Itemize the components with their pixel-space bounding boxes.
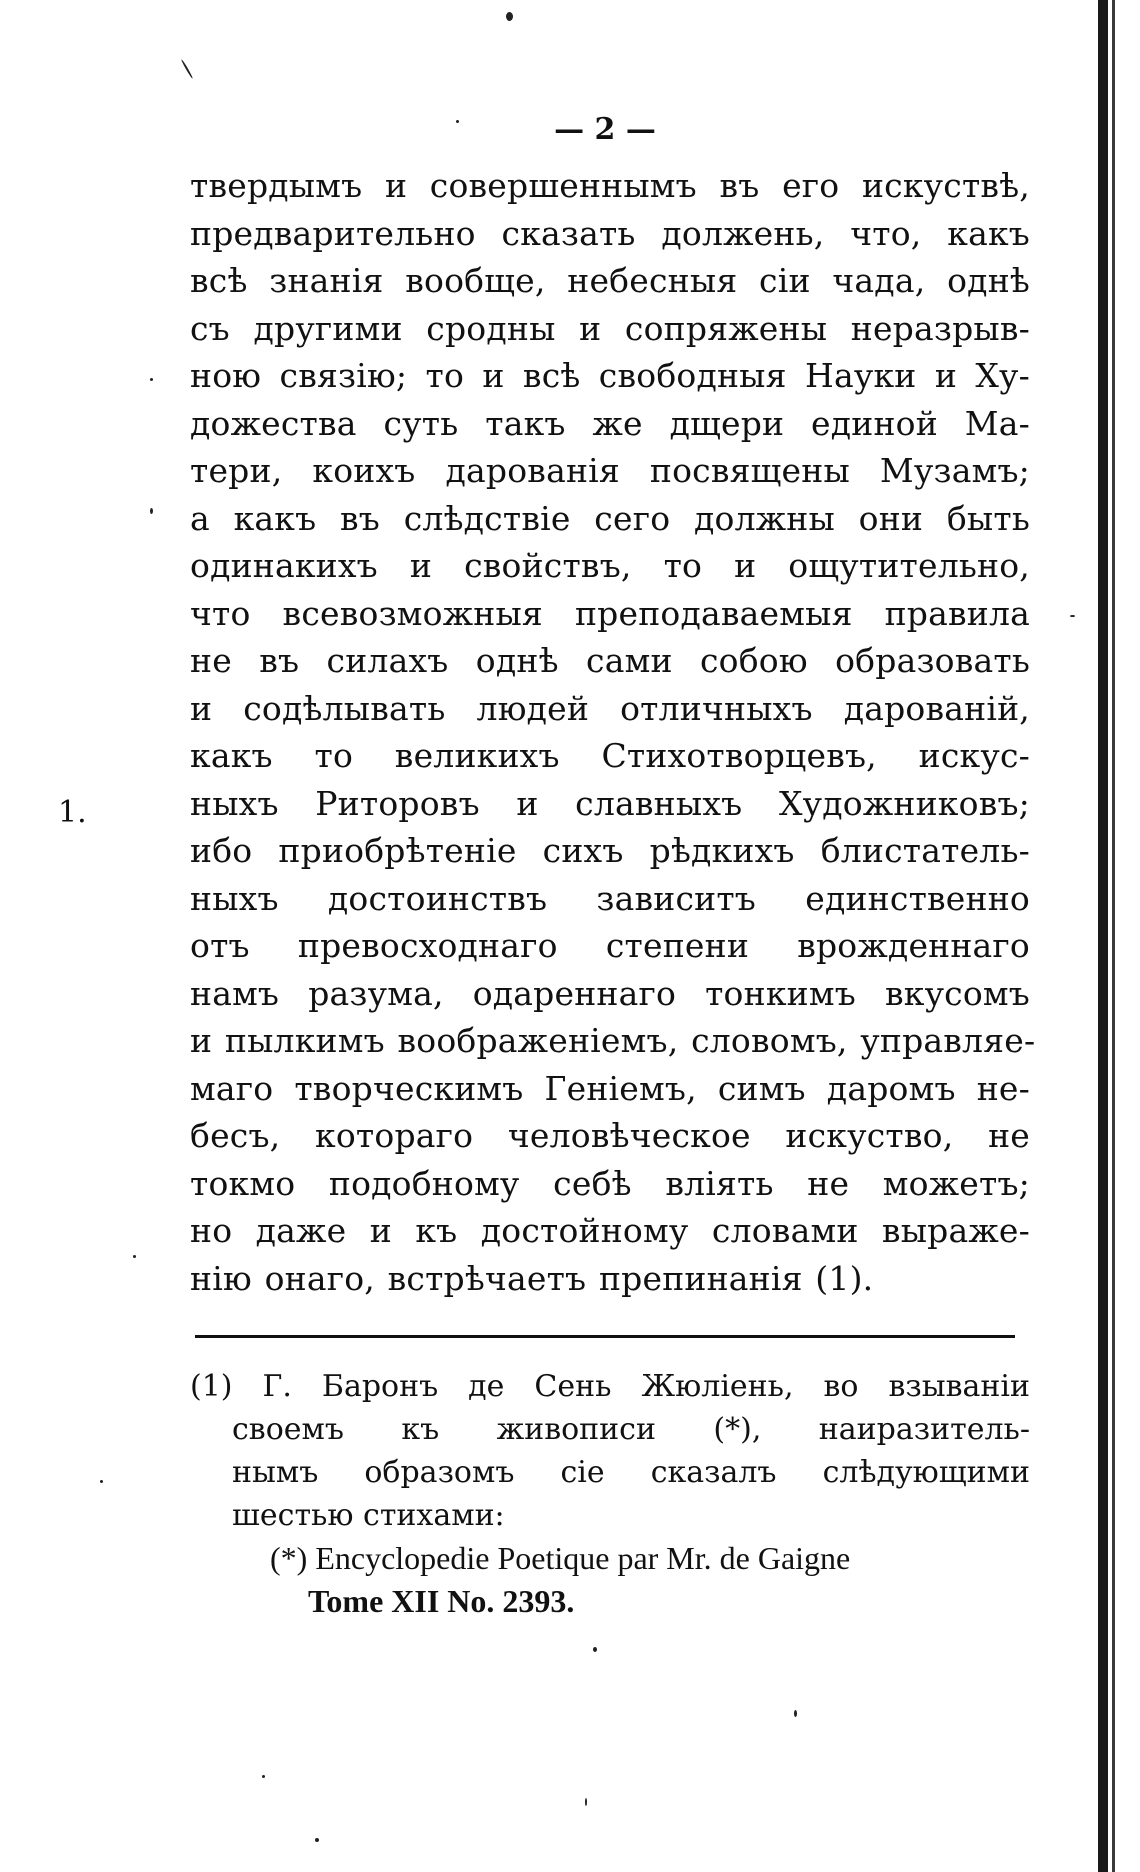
text-line: бесъ, котораго человѣческое искуство, не	[190, 1116, 1030, 1155]
text-line: ныхъ Риторовъ и славныхъ Художниковъ;	[190, 783, 1030, 823]
text-line: токмо подобному себѣ вліять не можетъ;	[190, 1163, 1030, 1203]
footnote-divider	[195, 1335, 1015, 1338]
speck	[593, 1647, 597, 1652]
text-line: какъ то великихъ Стихотворцевъ, искус-	[190, 736, 1030, 775]
speck	[456, 120, 459, 123]
speck	[150, 508, 153, 514]
footnote-line: своемъ къ живописи (*), наиразитель-	[232, 1412, 1030, 1447]
speck	[181, 59, 194, 79]
speck	[133, 1255, 136, 1258]
speck	[262, 1775, 265, 1778]
speck	[315, 1838, 319, 1842]
text-line: предварительно сказать должень, что, какъ	[190, 213, 1030, 253]
page-edge-shadow	[1098, 0, 1108, 1872]
text-line: а какъ въ слѣдствіе сего должны они быть	[190, 498, 1030, 538]
footnote-line: шестью стихами:	[232, 1498, 505, 1533]
speck	[100, 1480, 103, 1483]
text-line: твердымъ и совершеннымъ въ его искуствѣ,	[190, 166, 1030, 205]
text-line: отъ превосходнаго степени врожденнаго	[190, 926, 1030, 965]
speck	[150, 378, 153, 381]
sub-footnote-line: (*) Encyclopedie Poetique par Mr. de Gaigne	[270, 1540, 851, 1576]
text-line: но даже и къ достойному словами выраже-	[190, 1211, 1030, 1250]
text-line: ибо приобрѣтеніе сихъ рѣдкихъ блистатель-	[190, 831, 1030, 870]
text-line: съ другими сродны и сопряжены неразрыв-	[190, 308, 1030, 348]
text-line: что всевозможныя преподаваемыя правила	[190, 593, 1030, 633]
text-line: маго творческимъ Геніемъ, симъ даромъ не-	[190, 1068, 1030, 1108]
speck	[506, 12, 513, 21]
text-line: тери, коихъ дарованія посвящены Музамъ;	[190, 451, 1030, 490]
speck	[1070, 615, 1075, 617]
text-line: ныхъ достоинствъ зависитъ единственно	[190, 878, 1030, 918]
page-edge-line	[1112, 0, 1115, 1872]
body-text	[190, 162, 1036, 1302]
text-line: одинакихъ и свойствъ, то и ощутительно,	[190, 546, 1030, 585]
text-line: нію онаго, встрѣчаетъ препинанія (1).	[190, 1258, 874, 1298]
footnote-line: нымъ образомъ сіе сказалъ слѣдующими	[232, 1455, 1030, 1490]
text-line: и пылкимъ воображеніемъ, словомъ, управляе-	[190, 1021, 1036, 1060]
speck	[585, 1798, 587, 1806]
text-line: всѣ знанія вообще, небесныя сіи чада, однѣ	[190, 261, 1030, 300]
text-line: не въ силахъ однѣ сами собою образовать	[190, 641, 1030, 680]
page-number: — 2 —	[554, 112, 656, 147]
sub-footnote-line: Tome XII No. 2393.	[308, 1583, 575, 1619]
text-line: ною связію; то и всѣ свободныя Науки и Ху-	[190, 356, 1030, 395]
speck	[794, 1710, 797, 1717]
footnote	[190, 1365, 1030, 1623]
footnote-line: (1) Г. Баронъ де Сень Жюліень, во взываніи	[190, 1369, 1030, 1404]
text-line: и содѣлывать людей отличныхъ дарованій,	[190, 688, 1030, 728]
text-line: намъ разума, одареннаго тонкимъ вкусомъ	[190, 973, 1030, 1013]
text-line: дожества суть такъ же дщери единой Ма-	[190, 403, 1030, 443]
margin-mark: 1.	[58, 795, 87, 830]
